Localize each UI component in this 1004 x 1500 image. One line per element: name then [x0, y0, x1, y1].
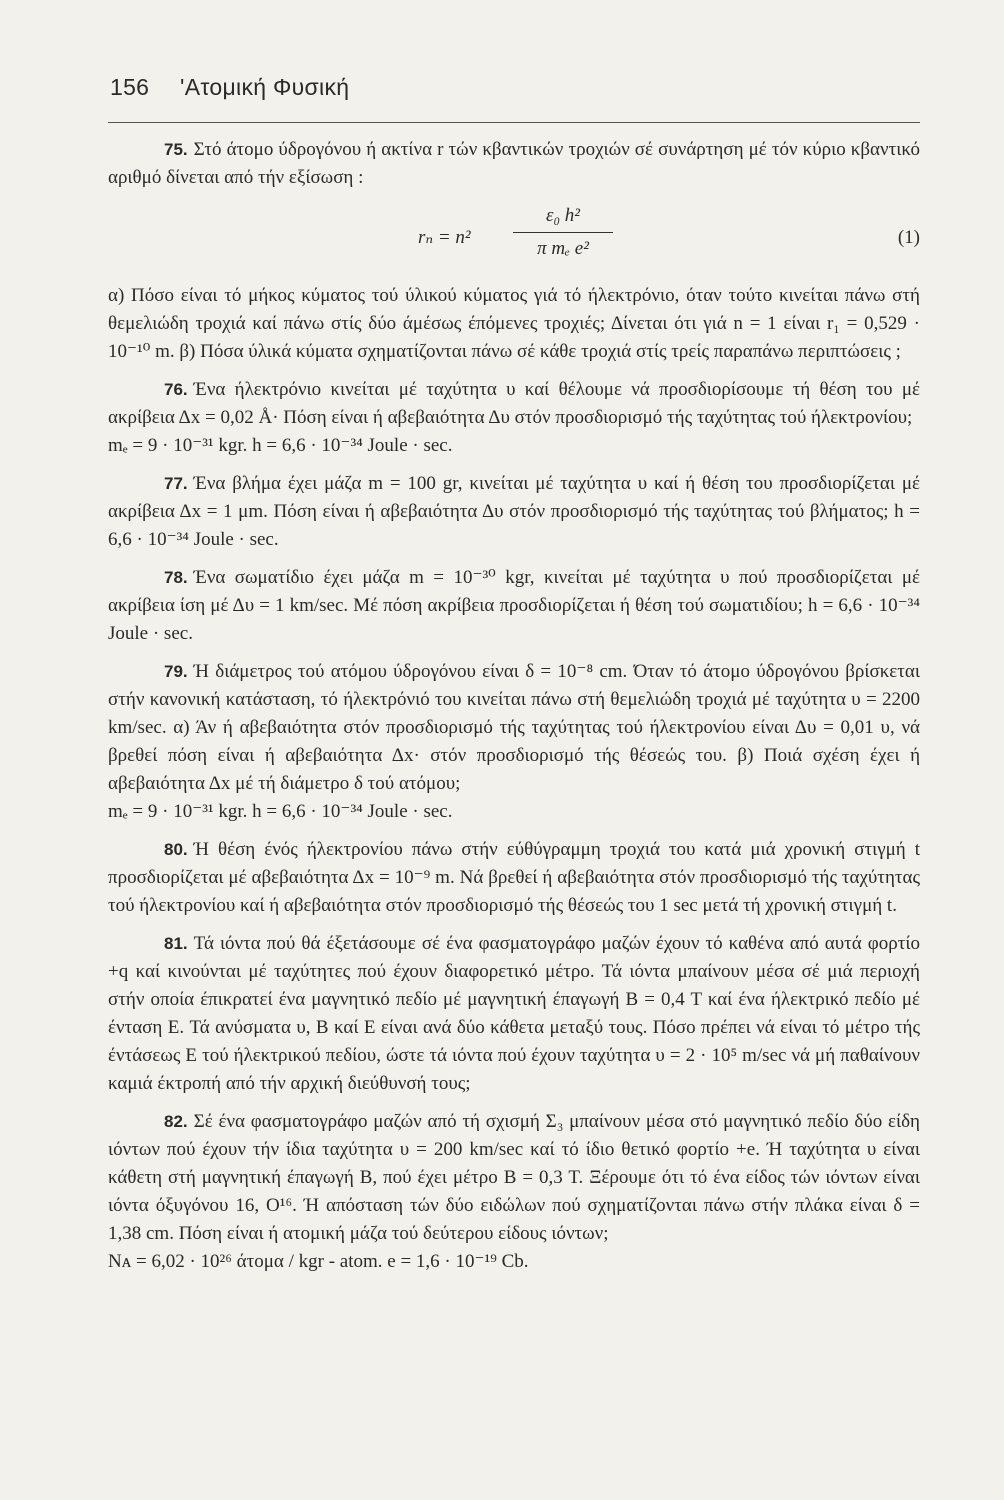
given-data: mₑ = 9 · 10⁻³¹ kgr. h = 6,6 · 10⁻³⁴ Joule · sec.	[108, 435, 453, 456]
problem-75-text: α) Πόσο είναι τό μήκος κύματος τού ύλικού κύματος γιά τό ήλεκτρόνιο, όταν τούτο κινείται πάνω στή θεμελιώδη τροχιά καί πάνω στίς δύο άμέσως έπόμενες τροχιές; Δίνεται ότι γιά n = 1 είναι r₁ = 0,529 · 10⁻¹⁰ m. β) Πόσα ύλικά κύματα σχηματίζονται πάνω σέ κάθε τροχιά στίς τρείς παραπάνω περιπτώσεις ;	[108, 285, 920, 362]
problem-number: 78.	[164, 568, 188, 587]
problem-number: 75.	[164, 140, 188, 159]
problem-number: 77.	[164, 474, 188, 493]
problem-number: 82.	[164, 1112, 188, 1131]
formula-fraction	[513, 202, 613, 263]
problem-80: 80. Ή θέση ένός ήλεκτρονίου πάνω στήν εύθύγραμμη τροχιά του κατά μιά χρονική στιγμή t προσδιορίζεται μέ αβεβαιότητα Δx = 10⁻⁹ m. Νά βρεθεί ή αβεβαιότητα στόν προσδιορισμό τής ταχύτητας τού ήλεκτρονίου καί ή αβεβαιότητα στόν προσδιορισμό τής θέσεώς του 1 sec μετά τή χρονική στιγμή t.	[108, 839, 920, 916]
problem-78: 78. Ένα σωματίδιο έχει μάζα m = 10⁻³⁰ kgr, κινείται μέ ταχύτητα υ πού προσδιορίζεται μέ ακρίβεια ίση μέ Δυ = 1 km/sec. Μέ πόση ακρίβεια προσδιορίζεται ή θέση τού σωματιδίου; h = 6,6 · 10⁻³⁴ Joule · sec.	[108, 567, 920, 644]
problem-81: 81. Τά ιόντα πού θά έξετάσουμε σέ ένα φασματογράφο μαζών έχουν τό καθένα από αυτά φορτίο +q καί κινούνται μέ ταχύτητες πού έχουν διαφορετικό μέτρο. Τά ιόντα μπαίνουν μέσα σέ μιά περιοχή στήν οποία έπικρατεί ένα μαγνητικό πεδίο μέ μαγνητική έπαγωγή B = 0,4 T καί ένα ήλεκτρικό πεδίο μέ ένταση E. Τά ανύσματα υ, B καί E είναι ανά δύο κάθετα μεταξύ τους. Πόσο πρέπει νά είναι τό μέτρο τής έντάσεως E τού ήλεκτρικού πεδίου, ώστε τά ιόντα πού έχουν ταχύτητα υ = 2 · 10⁵ m/sec νά μή παθαίνουν καμιά έκτροπή από τήν αρχική διεύθυνσή τους;	[108, 933, 920, 1094]
header-rule	[108, 122, 920, 123]
formula-denominator: π mₑ e²	[537, 238, 589, 259]
page-header	[110, 74, 920, 101]
problem-number: 76.	[164, 380, 188, 399]
given-data: mₑ = 9 · 10⁻³¹ kgr. h = 6,6 · 10⁻³⁴ Joule · sec.	[108, 801, 453, 822]
problem-75-intro: 75. Στό άτομο ύδρογόνου ή ακτίνα r τών κβαντικών τροχιών σέ συνάρτηση μέ τόν κύριο κβαντικό αριθμό δίνεται από τήν εξίσωση :	[108, 139, 920, 188]
page-number: 156	[110, 74, 150, 100]
equation-number: (1)	[897, 227, 920, 248]
problem-82: 82. Σέ ένα φασματογράφο μαζών από τή σχισμή Σ₃ μπαίνουν μέσα στό μαγνητικό πεδίο δύο είδη ιόντων πού έχουν τήν ίδια ταχύτητα υ = 200 km/sec καί τό ίδιο θετικό φορτίο +e. Ή ταχύτητα υ είναι κάθετη στή μαγνητική έπαγωγή B, πού έχει μέτρο B = 0,3 T. Ξέρουμε ότι τό ένα είδος τών ιόντων είναι ιόντα όξυγόνου 16, O¹⁶. Ή απόσταση τών δύο ειδώλων πού σχηματίζονται πάνω στήν πλάκα είναι δ = 1,38 cm. Πόση είναι ή ατομική μάζα τού δεύτερου είδους ιόντων; Nᴀ = 6,02 · 10²⁶ άτομα / kgr - atom. e = 1,6 · 10⁻¹⁹ Cb.	[108, 1108, 920, 1276]
formula-numerator: ε₀ h²	[513, 202, 613, 233]
problem-79: 79. Ή διάμετρος τού ατόμου ύδρογόνου είναι δ = 10⁻⁸ cm. Όταν τό άτομο ύδρογόνου βρίσκεται στήν κανονική κατάσταση, τό ήλεκτρόνιό του κινείται πάνω στή θεμελιώδη τροχιά μέ ταχύτητα υ = 2200 km/sec. α) Άν ή αβεβαιότητα στόν προσδιορισμό τής ταχύτητας τού ήλεκτρονίου είναι Δυ = 0,01 υ, νά βρεθεί πόση είναι ή αβεβαιότητα Δx· στόν προσδιορισμό τής θέσεώς του. β) Ποιά σχέση έχει ή αβεβαιότητα Δx μέ τή διάμετρο δ τού ατόμου; mₑ = 9 · 10⁻³¹ kgr. h = 6,6 · 10⁻³⁴ Joule · sec.	[108, 658, 920, 826]
problem-76: 76. Ένα ήλεκτρόνιο κινείται μέ ταχύτητα υ καί θέλουμε νά προσδιορίσουμε τή θέση του μέ ακρίβεια Δx = 0,02 Å· Πόση είναι ή αβεβαιότητα Δυ στόν προσδιορισμό τής ταχύτητας τού ήλεκτρονίου; mₑ = 9 · 10⁻³¹ kgr. h = 6,6 · 10⁻³⁴ Joule · sec.	[108, 376, 920, 460]
chapter-title: 'Ατομική Φυσική	[180, 74, 350, 100]
problems-list	[108, 136, 920, 1286]
problem-number: 79.	[164, 662, 188, 681]
formula-lhs: rₙ = n²	[418, 227, 471, 248]
problem-77: 77. Ένα βλήμα έχει μάζα m = 100 gr, κινείται μέ ταχύτητα υ καί ή θέση του προσδιορίζεται μέ ακρίβεια Δx = 1 μm. Πόση είναι ή αβεβαιότητα Δυ στόν προσδιορισμό τής ταχύτητας τού βλήματος; h = 6,6 · 10⁻³⁴ Joule · sec.	[108, 473, 920, 550]
problem-number: 81.	[164, 934, 188, 953]
formula-1	[108, 202, 920, 274]
given-data: Nᴀ = 6,02 · 10²⁶ άτομα / kgr - atom. e = 1,6 · 10⁻¹⁹ Cb.	[108, 1251, 529, 1272]
problem-number: 80.	[164, 840, 188, 859]
